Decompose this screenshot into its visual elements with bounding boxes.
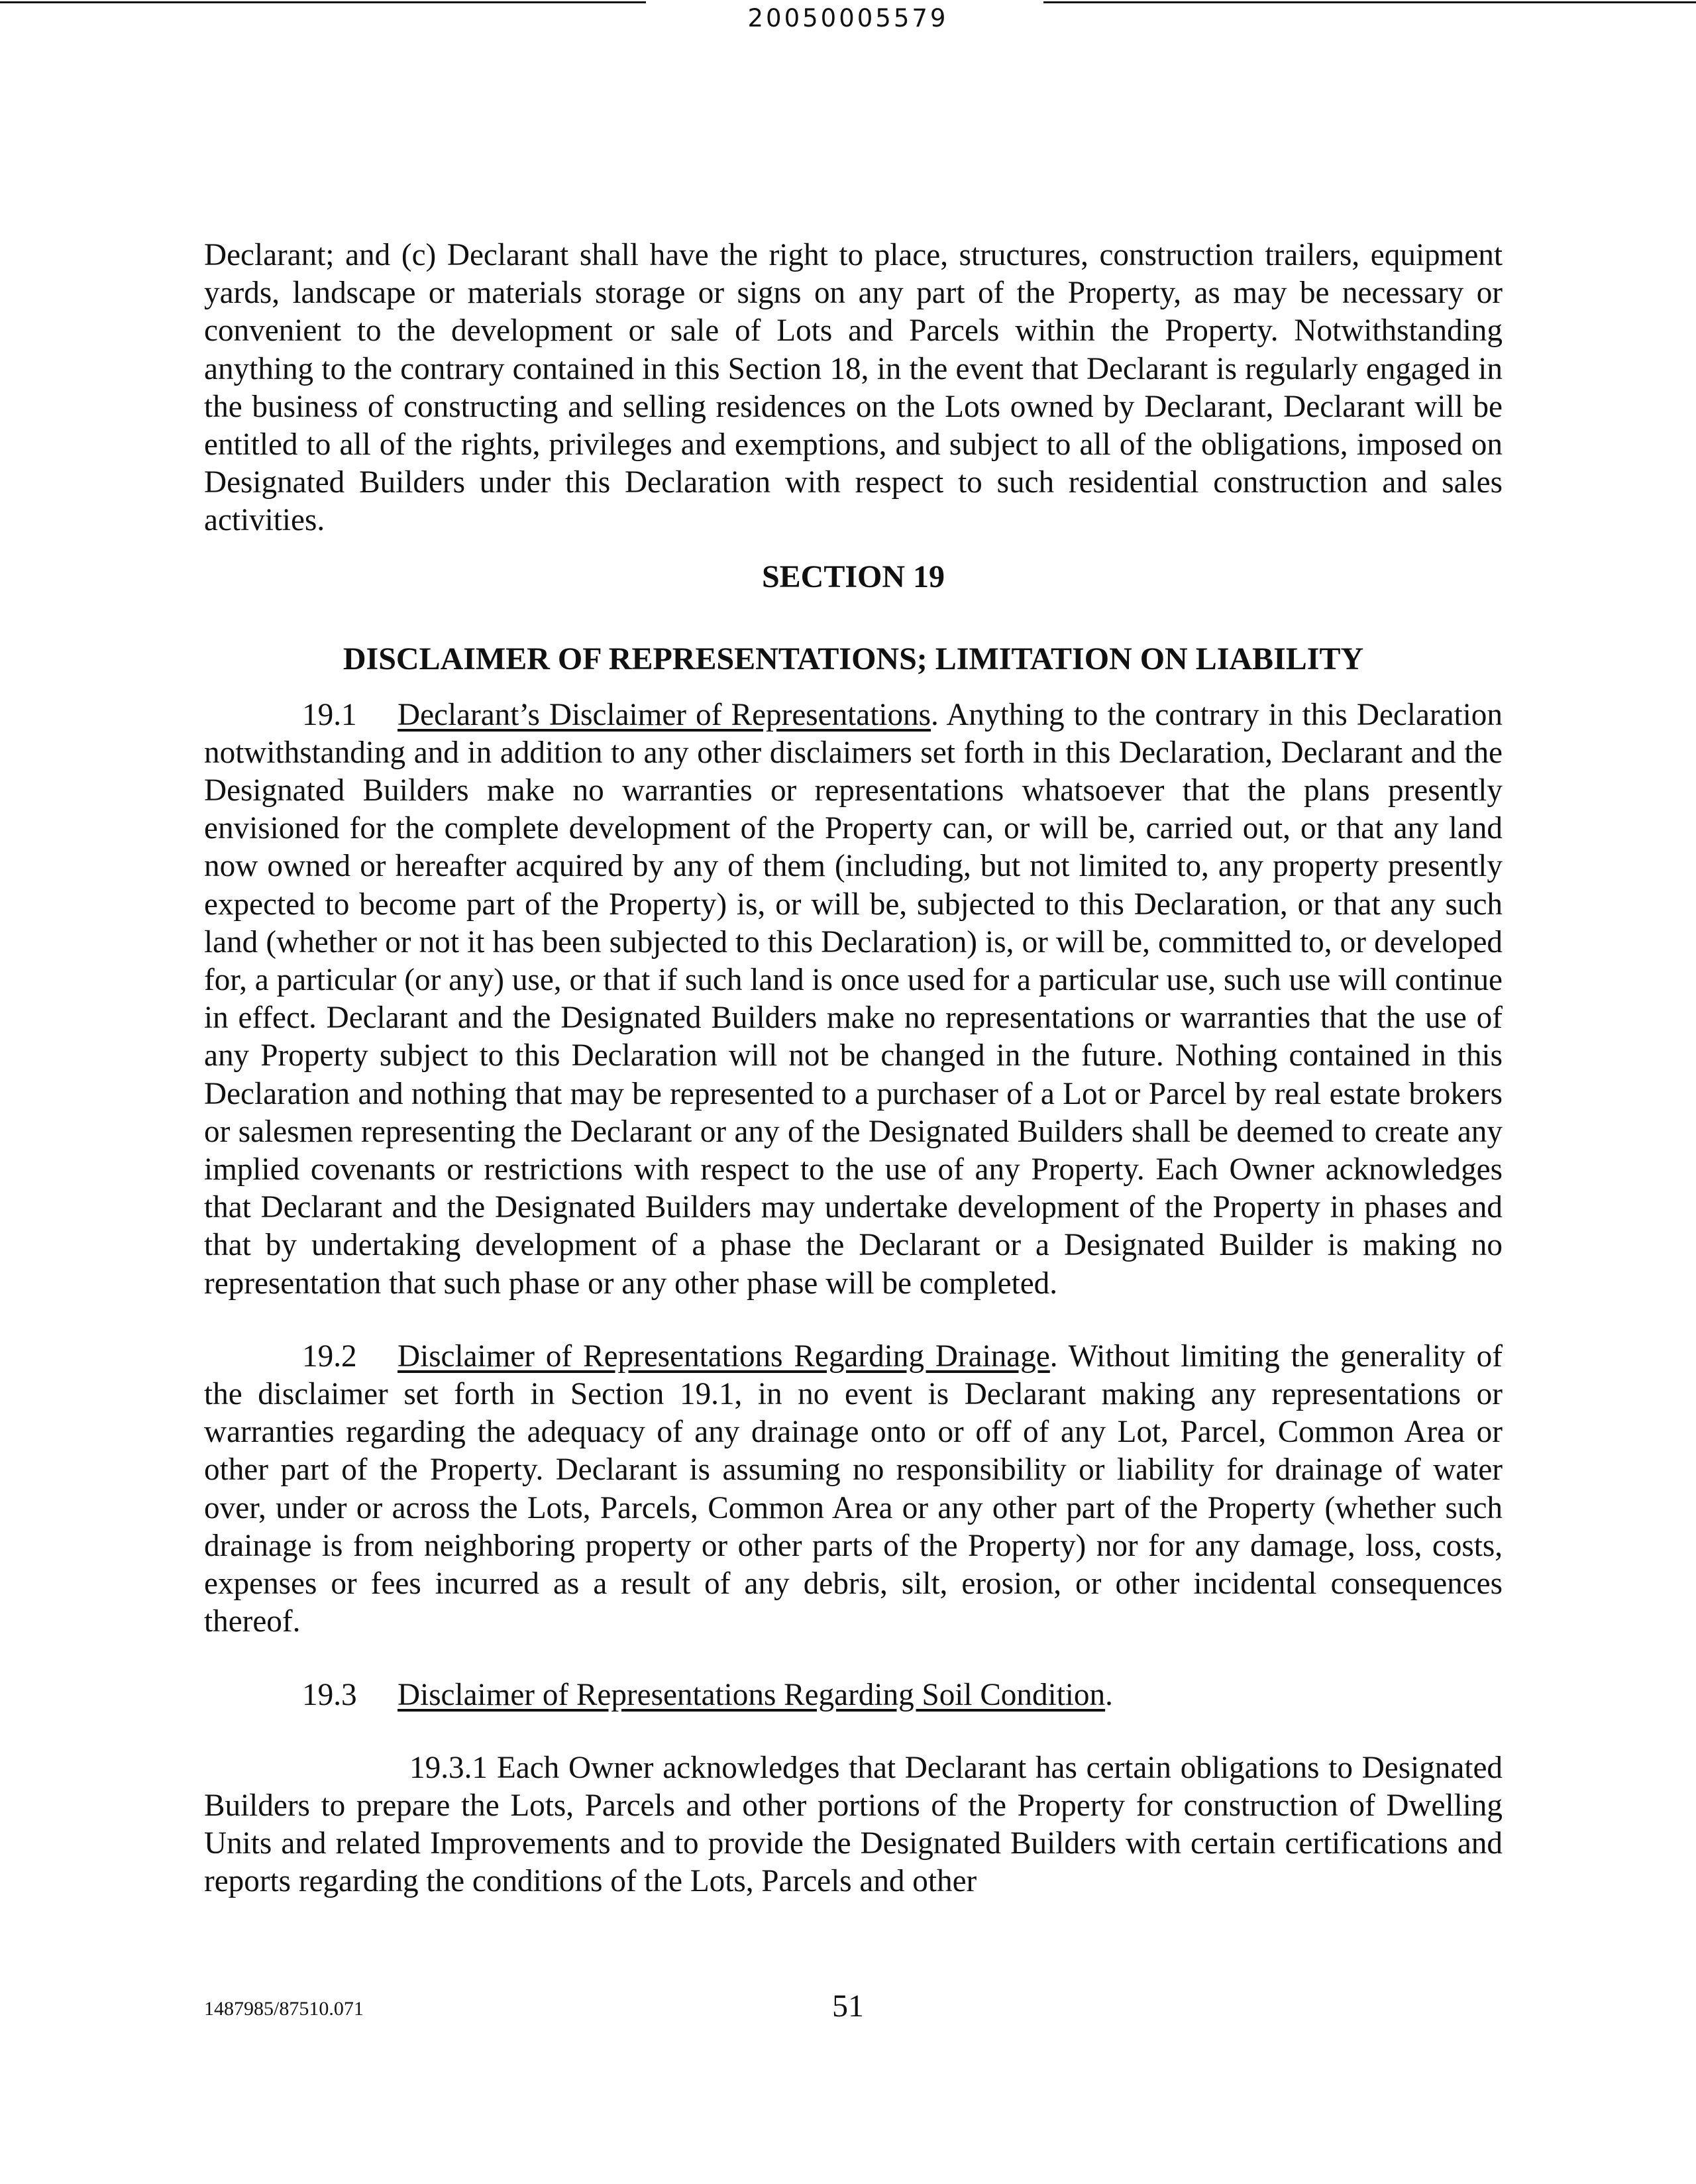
section-title: DISCLAIMER OF REPRESENTATIONS; LIMITATION ON LIABILITY <box>343 641 1364 677</box>
section-number: SECTION 19 <box>761 559 945 594</box>
paragraph-19-1 <box>204 696 1503 1303</box>
footer-document-id: 1487985/87510.071 <box>204 1998 364 2020</box>
paragraph-number: 19.1 <box>302 697 357 732</box>
paragraph-19-3 <box>204 1676 1503 1714</box>
paragraph-number: 19.3 <box>302 1677 357 1712</box>
paragraph-text: . Without limiting the generality of the disclaimer set forth in Section 19.1, in no event is Declarant making any representations or warranties regarding the adequacy of any drainage onto or off of any Lot, Parcel, Common Area or other part of the Property. Declarant is assuming no responsibility or liability for drainage of water over, under or across the Lots, Parcels, Common Area or any other part of the Property (whether such drainage is from neighboring property or other parts of the Property) nor for any damage, loss, costs, expenses or fees incurred as a result of any debris, silt, erosion, or other incidental consequences thereof. <box>204 1338 1503 1639</box>
paragraph-19-3-1 <box>204 1749 1503 1901</box>
paragraph-text: . <box>1105 1677 1113 1712</box>
paragraph-text: . Anything to the contrary in this Declaration notwithstanding and in addition to any other disclaimers set forth in this Declaration, Declarant and the Designated Builders make no warranties or representations whatsoever that the plans presently envisioned for the complete development of the Property can, or will be, carried out, or that any land now owned or hereafter acquired by any of them (including, but not limited to, any property presently expected to become part of the Property) is, or will be, subjected to this Declaration, or that any such land (whether or not it has been subjected to this Declaration) is, or will be, committed to, or developed for, a particular (or any) use, or that if such land is once used for a particular use, such use will continue in effect. Declarant and the Designated Builders make no representations or warranties that the use of any Property subject to this Declaration will not be changed in the future. Nothing contained in this Declaration and nothing that may be represented to a purchaser of a Lot or Parcel by real estate brokers or salesmen representing the Declarant or any of the Designated Builders shall be deemed to create any implied covenants or restrictions with respect to the use of any Property. Each Owner acknowledges that Declarant and the Designated Builders may undertake development of the Property in phases and that by undertaking development of a phase the Declarant or a Designated Builder is making no representation that such phase or any other phase will be completed. <box>204 697 1503 1301</box>
paragraph-number: 19.3.1 <box>409 1750 488 1785</box>
document-body <box>204 237 1503 1901</box>
paragraph-heading: Declarant’s Disclaimer of Representations <box>398 697 931 732</box>
paragraph-text: Each Owner acknowledges that Declarant has certain obligations to Designated Builders to prepare the Lots, Parcels and other portions of the Property for construction of Dwelling Units and related Improvements and to provide the Designated Builders with certain certifications and reports regarding the conditions of the Lots, Parcels and other <box>204 1750 1503 1899</box>
paragraph-19-2 <box>204 1338 1503 1641</box>
page-number: 51 <box>832 1989 864 2024</box>
paragraph-heading: Disclaimer of Representations Regarding Soil Condition <box>398 1677 1106 1712</box>
paragraph-heading: Disclaimer of Representations Regarding Drainage <box>398 1338 1050 1374</box>
paragraph-number: 19.2 <box>302 1338 357 1374</box>
document-number: 20050005579 <box>747 4 949 32</box>
opening-paragraph: Declarant; and (c) Declarant shall have the right to place, structures, construction trailers, equipment yards, landscape or materials storage or signs on any part of the Property, as may be necessary or convenient to the development or sale of Lots and Parcels within the Property. Notwithstanding anything to the contrary contained in this Section 18, in the event that Declarant is regularly engaged in the business of constructing and selling residences on the Lots owned by Declarant, Declarant will be entitled to all of the rights, privileges and exemptions, and subject to all of the obligations, imposed on Designated Builders under this Declaration with respect to such residential construction and sales activities. <box>204 238 1503 538</box>
